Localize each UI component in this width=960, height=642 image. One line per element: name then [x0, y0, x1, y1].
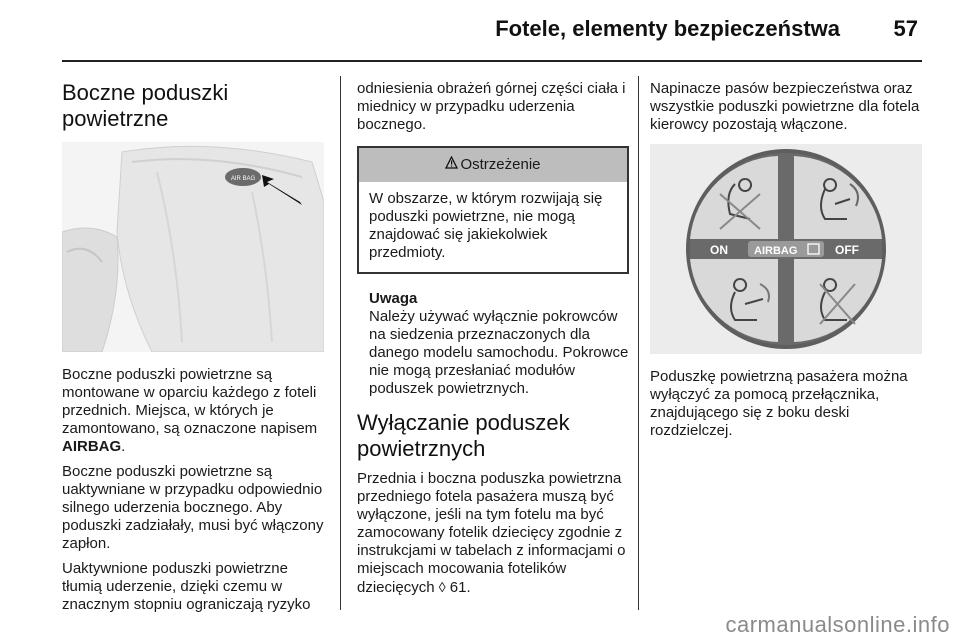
page-number: 57 [893, 16, 918, 41]
header-title: Fotele, elementy bezpieczeństwa [495, 16, 840, 41]
column-middle [357, 76, 629, 604]
airbag-label: AIRBAG [754, 245, 798, 257]
paragraph: Przednia i boczna poduszka powietrzna przedniego fotela pasażera muszą być wyłączone, jeśli na tym fotelu ma być zamocowany fotelik dziecięcy zgodnie z instrukcjami w tabelach z informacjami o miejscach mocowania fotelików dziecięcych ◊ 61. [357, 470, 626, 596]
watermark: carmanualsonline.info [725, 612, 950, 637]
header-rule [62, 60, 922, 62]
warning-header [359, 148, 627, 182]
paragraph: odniesienia obrażeń górnej części ciała i miednicy w przypadku uderzenia bocznego. [357, 80, 626, 133]
warning-body: W obszarze, w którym rozwijają się poduszki powietrzne, nie mogą znajdować się jakiekolwiek przedmioty. [369, 190, 603, 261]
page-header [0, 0, 960, 60]
note-body: Należy używać wyłącznie pokrowców na siedzenia przeznaczonych dla danego modelu samochodu. Pokrowce nie mogą przesłaniać modułów poduszek powietrznych. [369, 308, 629, 397]
column-divider [340, 76, 341, 610]
note [357, 290, 629, 398]
column-divider [638, 76, 639, 610]
warning-box [357, 146, 629, 274]
section-title-disable-airbags: Wyłączanie poduszek powietrznych [357, 410, 570, 461]
paragraph: Poduszkę powietrzną pasażera można wyłączyć za pomocą przełącznika, znajdującego się z boku deski rozdzielczej. [650, 368, 908, 439]
paragraph: Napinacze pasów bezpieczeństwa oraz wszystkie poduszki powietrzne dla fotela kierowcy pozostają włączone. [650, 80, 920, 133]
column-left [62, 76, 324, 621]
seat-airbag-photo [62, 142, 324, 352]
paragraph: Boczne poduszki powietrzne są montowane w oparciu każdego z foteli przednich. Miejsca, w których je zamontowano, są oznaczone napisem AIRBAG. [62, 366, 318, 455]
section-title-side-airbags: Boczne poduszki powietrzne [62, 80, 229, 131]
paragraph: Boczne poduszki powietrzne są uaktywniane w przypadku odpowiednio silnego uderzenia bocznego. Aby poduszki zadziałały, musi być włączony zapłon. [62, 463, 324, 552]
off-label: OFF [835, 243, 859, 257]
airbag-badge-text: AIR BAG [230, 176, 256, 182]
page-reference-icon: ◊ [438, 579, 446, 595]
airbag-switch-graphic [650, 144, 922, 354]
column-right [650, 76, 922, 447]
on-label: ON [710, 243, 728, 257]
paragraph: Uaktywnione poduszki powietrzne tłumią uderzenie, dzięki czemu w znacznym stopniu ograniczają ryzyko [62, 560, 311, 613]
warning-title: Ostrzeżenie [460, 156, 541, 173]
warning-triangle-icon [445, 156, 458, 174]
note-title: Uwaga [369, 290, 418, 307]
